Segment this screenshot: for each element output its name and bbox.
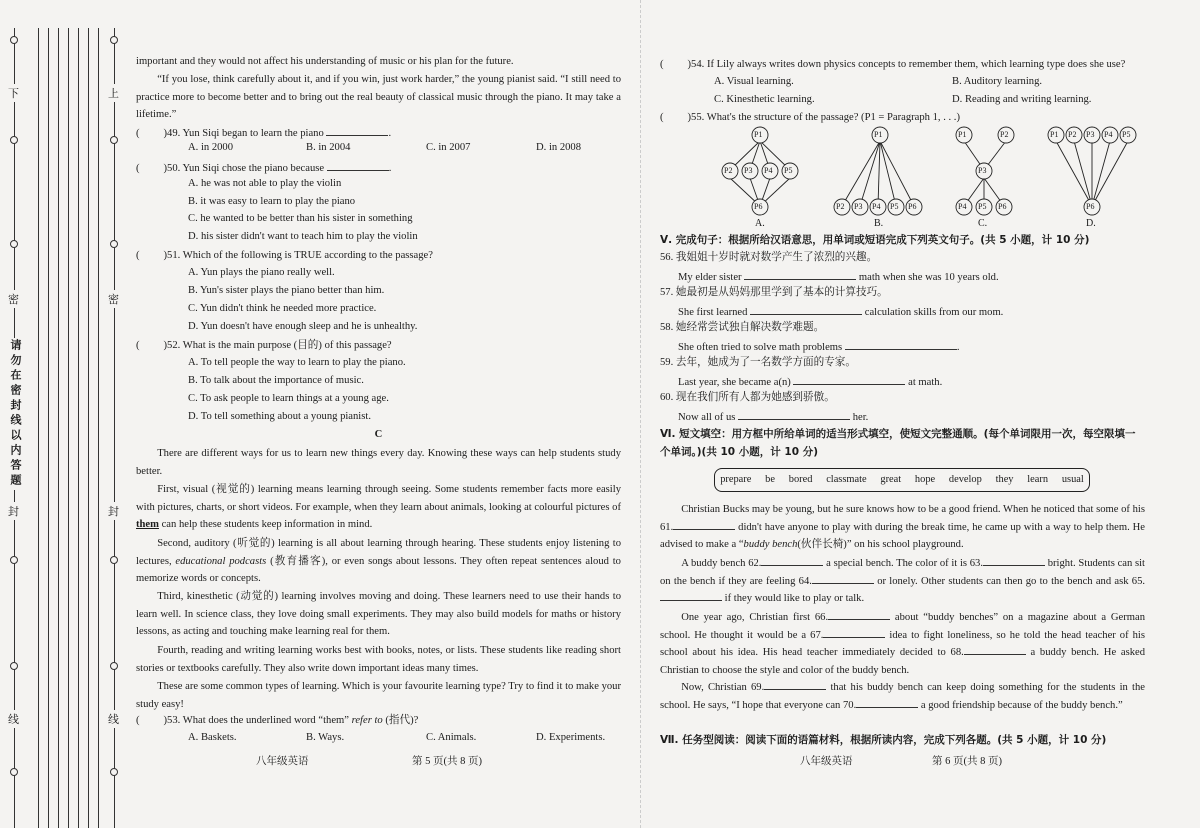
passage-text: important and they would not affect his understanding of music or his plan for the future. (136, 56, 514, 67)
question-49: ( )49. Yun Siqi began to learn the piano . (136, 125, 621, 141)
footer-subject: 八年级英语 (256, 756, 309, 767)
sentence-60-chinese: 60. 现在我们所有人都为她感到骄傲。 (660, 392, 835, 403)
option-d[interactable]: D. Experiments. (536, 732, 606, 743)
option-a[interactable]: A. Yun plays the piano really well. (188, 267, 335, 278)
option-a[interactable]: A. he was not able to play the violin (188, 178, 342, 189)
sentence-57: She first learned calculation skills from our mom. (660, 304, 1145, 320)
passage-paragraph: Fourth, reading and writing learning works best with books, notes, or lists. These students like reading short stories or textbooks carefully. They also write down important ideas many times. (136, 645, 621, 674)
diagram-option-d[interactable]: D. (1086, 218, 1096, 229)
question-51: ( )51. Which of the following is TRUE according to the passage? (136, 250, 433, 261)
option-d[interactable]: D. in 2008 (536, 142, 582, 153)
option-d[interactable]: D. To tell something about a young pianist. (188, 411, 371, 422)
sentence-57-chinese: 57. 她最初是从妈妈那里学到了基本的计算技巧。 (660, 287, 888, 298)
word-bank: prepare be bored classmate great hope develop they learn usual (714, 468, 1090, 492)
option-b[interactable]: B. Auditory learning. (952, 76, 1043, 87)
sentence-59: Last year, she became a(n) at math. (660, 374, 1145, 390)
answer-blank-70[interactable] (856, 697, 918, 708)
guide-line (98, 28, 99, 828)
answer-blank-65[interactable] (660, 590, 722, 601)
guide-line (48, 28, 49, 828)
answer-blank[interactable] (327, 160, 389, 171)
answer-blank-59[interactable] (793, 374, 905, 385)
answer-blank-62[interactable] (761, 555, 823, 566)
answer-blank-56[interactable] (744, 269, 856, 280)
binding-hole (10, 556, 18, 564)
margin-label: 线 (108, 710, 119, 728)
margin-label: 上 (108, 84, 119, 102)
sentence-56-chinese: 56. 我姐姐十岁时就对数学产生了浓烈的兴趣。 (660, 252, 878, 263)
sentence-60: Now all of us her. (660, 409, 1145, 425)
question-54: ( )54. If Lily always writes down physics concepts to remember them, which learning type does she use? (660, 59, 1126, 70)
question-53: ( )53. What does the underlined word “them” refer to (指代)? (136, 715, 419, 726)
margin-label: 封 (108, 502, 119, 520)
binding-hole (10, 136, 18, 144)
section-heading-c: C (374, 429, 383, 440)
answer-blank-67[interactable] (823, 627, 885, 638)
sentence-56: My elder sister math when she was 10 years old. (660, 269, 1145, 285)
answer-blank-61[interactable] (673, 519, 735, 530)
answer-blank-69[interactable] (764, 679, 826, 690)
passage-paragraph-kinesthetic: Third, kinesthetic (动觉的) learning involves moving and doing. These learners need to use their hands to learn well. In science class, they love doing small experiments. They may also build models for maths or history lessons, as acting and touching make learning real for them. (136, 591, 621, 638)
cloze-paragraph-1: Christian Bucks may be young, but he sure knows how to be a good friend. When he noticed that some of his 61. didn't have anyone to play with during the break time, he came up with a way to help them. He advised to make a “buddy bench(伙伴长椅)” on his school playground. (660, 504, 1145, 551)
answer-blank-64[interactable] (812, 573, 874, 584)
guide-line (88, 28, 89, 828)
passage-paragraph: These are some common types of learning. Which is your favourite learning type? Try to find it to make your study easy! (136, 681, 621, 710)
binding-hole (10, 36, 18, 44)
guide-line (68, 28, 69, 828)
binding-hole (110, 240, 118, 248)
option-b[interactable]: B. Yun's sister plays the piano better than him. (188, 285, 385, 296)
option-c[interactable]: C. Animals. (426, 732, 477, 743)
margin-label: 下 (8, 84, 19, 102)
binding-hole (110, 36, 118, 44)
binding-hole (110, 768, 118, 776)
answer-blank-58[interactable] (845, 339, 957, 350)
diagram-option-b[interactable]: B. (874, 218, 884, 229)
sentence-58: She often tried to solve math problems . (660, 339, 1145, 355)
page-6 (660, 0, 1145, 828)
section-heading-vii: Ⅶ. 任务型阅读：阅读下面的语篇材料，根据所读内容，完成下列各题。(共 5 小题，计 10 分) (660, 734, 1107, 746)
diagram-option-a[interactable]: A. (755, 218, 765, 229)
answer-blank-63[interactable] (983, 555, 1045, 566)
option-a[interactable]: A. Baskets. (188, 732, 237, 743)
cloze-paragraph-4: Now, Christian 69. that his buddy bench can keep doing something for the students in the school. He says, “I hope that everyone can 70. a good friendship because of the buddy bench.” (660, 679, 1145, 714)
option-b[interactable]: B. in 2004 (306, 142, 351, 153)
seal-line-inner (114, 28, 115, 828)
answer-blank-66[interactable] (828, 609, 890, 620)
page-fold (640, 0, 641, 828)
cloze-paragraph-2: A buddy bench 62. a special bench. The color of it is 63. bright. Students can sit on the bench if they are feeling 64. or lonely. Other students can then go to the bench and ask 65. if they would like to play or talk. (660, 555, 1145, 608)
section-heading-v: Ⅴ. 完成句子：根据所给汉语意思，用单词或短语完成下列英文句子。(共 5 小题，计 10 分) (660, 234, 1090, 246)
footer-page-number: 第 5 页(共 8 页) (412, 756, 482, 767)
seal-notice: 请勿在密封线以内答题 (9, 339, 22, 489)
guide-line (58, 28, 59, 828)
option-d[interactable]: D. his sister didn't want to teach him to play the violin (188, 231, 418, 242)
page-5 (136, 0, 621, 828)
binding-hole (10, 768, 18, 776)
binding-hole (110, 662, 118, 670)
answer-blank[interactable] (326, 125, 388, 136)
option-b[interactable]: B. Ways. (306, 732, 345, 743)
guide-line (78, 28, 79, 828)
option-c[interactable]: C. To ask people to learn things at a young age. (188, 393, 389, 404)
option-b[interactable]: B. To talk about the importance of music. (188, 375, 364, 386)
margin-label: 密 (8, 290, 19, 308)
section-heading-vi: Ⅵ. 短文填空：用方框中所给单词的适当形式填空，使短文完整通顺。(每个单词限用一次，每空限填一个单词。)(共 10 小题，计 10 分) (660, 428, 1136, 458)
answer-blank-60[interactable] (738, 409, 850, 420)
option-a[interactable]: A. To tell people the way to learn to play the piano. (188, 357, 406, 368)
binding-margin (0, 0, 128, 828)
sentence-59-chinese: 59. 去年，她成为了一名数学方面的专家。 (660, 357, 856, 368)
guide-line (38, 28, 39, 828)
margin-label: 封 (8, 502, 19, 520)
diagram-option-c[interactable]: C. (978, 218, 988, 229)
passage-paragraph: There are different ways for us to learn new things every day. Knowing these ways can help students study better. (136, 448, 621, 477)
binding-hole (110, 556, 118, 564)
option-a[interactable]: A. in 2000 (188, 142, 234, 153)
margin-label: 密 (108, 290, 119, 308)
question-50: ( )50. Yun Siqi chose the piano because . (136, 160, 621, 176)
binding-hole (110, 136, 118, 144)
cloze-paragraph-3: One year ago, Christian first 66. about “buddy benches” on a magazine about a German school. He thought it would be a 67. idea to fight loneliness, so he told the head teacher of his school about his idea. His head teacher immediately decided to 68. a buddy bench. He asked Christian to choose the style and color of the buddy bench. (660, 609, 1145, 680)
option-a[interactable]: A. Visual learning. (714, 76, 794, 87)
option-d[interactable]: D. Yun doesn't have enough sleep and he is unhealthy. (188, 321, 418, 332)
option-c[interactable]: C. he wanted to be better than his sister in something (188, 213, 413, 224)
sentence-58-chinese: 58. 她经常尝试独自解决数学难题。 (660, 322, 825, 333)
underlined-word: them (136, 519, 159, 531)
option-c[interactable]: C. Yun didn't think he needed more practice. (188, 303, 377, 314)
option-c[interactable]: C. in 2007 (426, 142, 471, 153)
option-c[interactable]: C. Kinesthetic learning. (714, 94, 815, 105)
option-b[interactable]: B. it was easy to learn to play the piano (188, 196, 356, 207)
footer-subject: 八年级英语 (800, 756, 853, 767)
question-52: ( )52. What is the main purpose (目的) of this passage? (136, 340, 392, 351)
passage-paragraph-visual: First, visual (视觉的) learning means learning through seeing. Some students remember facts more easily with pictures, charts, or short videos. For example, when they learn about animals, looking at colourful pictures of them can help these students keep information in mind. (136, 484, 621, 531)
binding-hole (10, 240, 18, 248)
passage-text: “If you lose, think carefully about it, and if you win, just work harder,” the young pianist said. “I still need to practice more to become better and to bring out the real beauty of classical music through the piano. It may take a lifetime.” (136, 74, 621, 121)
passage-paragraph-auditory: Second, auditory (听觉的) learning is all about learning through hearing. These students enjoy listening to lectures, educational podcasts (教育播客), or even songs about lessons. They often repeat sentences aloud to memorize words or concepts. (136, 538, 621, 585)
answer-blank-68[interactable] (964, 644, 1026, 655)
margin-label: 线 (8, 710, 19, 728)
binding-hole (10, 662, 18, 670)
option-d[interactable]: D. Reading and writing learning. (952, 94, 1092, 105)
question-55: ( )55. What's the structure of the passage? (P1 = Paragraph 1, . . .) (660, 112, 960, 123)
answer-blank-57[interactable] (750, 304, 862, 315)
structure-node-labels: P1 P2 P3 P4 P5 P6 P1 P2 P3 P4 P5 P6 P1 P2 P3 P4 P5 P6 P1 P2 P3 P4 P5 P6 A. B. C. D. (724, 130, 1131, 229)
footer-page-number: 第 6 页(共 8 页) (932, 756, 1002, 767)
